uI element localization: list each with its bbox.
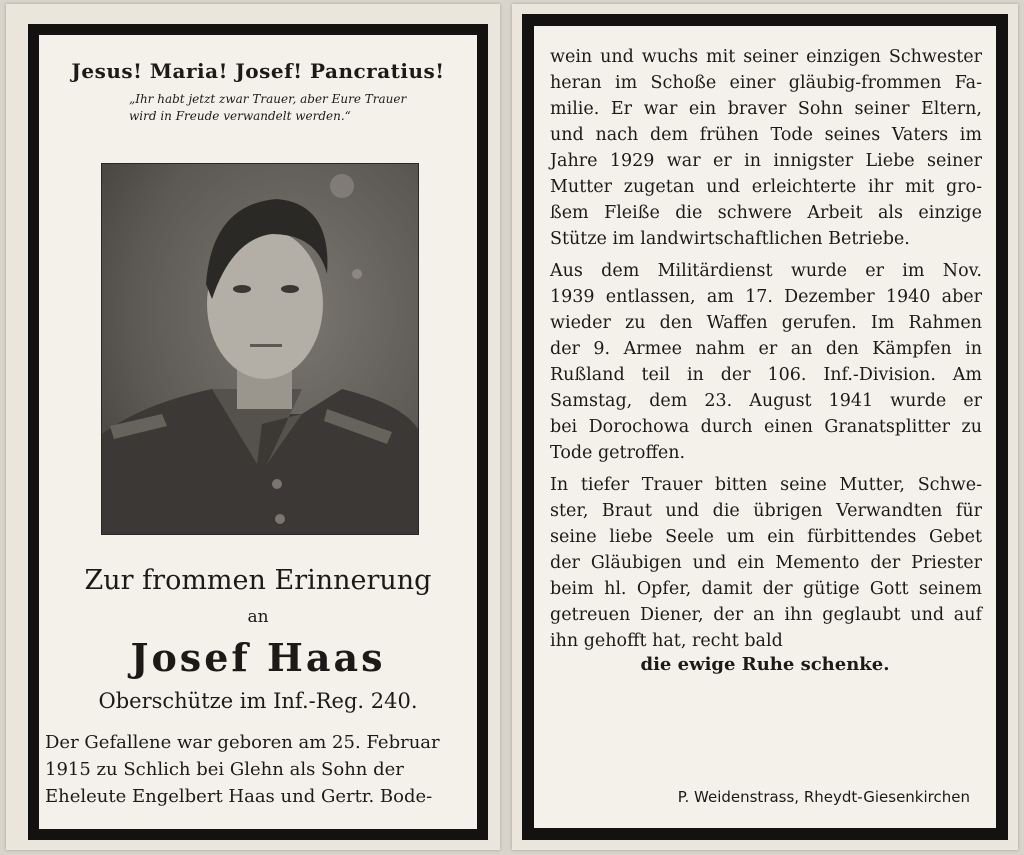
biography-start bbox=[45, 729, 469, 810]
text-line: Mutter zugetan und erleichterte ihr mit gro- bbox=[550, 177, 982, 197]
text-line: Stütze im landwirtschaftlichen Betriebe. bbox=[550, 229, 910, 249]
right-mourning-border bbox=[522, 14, 1008, 840]
printer-credit: P. Weidenstrass, Rheydt-Giesenkirchen bbox=[677, 788, 970, 806]
text-line: In tiefer Trauer bitten seine Mutter, Schwe- bbox=[550, 475, 982, 495]
soldier-portrait-photo bbox=[101, 163, 419, 535]
text-line: getreuen Diener, der an ihn geglaubt und auf bbox=[550, 605, 982, 625]
biography-line: Eheleute Engelbert Haas und Gertr. Bode- bbox=[45, 786, 433, 807]
text-line: 1939 entlassen, am 17. Dezember 1940 aber bbox=[550, 287, 982, 307]
text-line: Tode getroffen. bbox=[550, 443, 686, 463]
quote-line: „Ihr habt jetzt zwar Trauer, aber Eure Trauer bbox=[129, 92, 407, 106]
right-card-panel bbox=[512, 4, 1018, 850]
memorial-title: Zur frommen Erinnerung bbox=[84, 565, 432, 596]
closing-prayer: die ewige Ruhe schenke. bbox=[640, 654, 890, 675]
text-line: wein und wuchs mit seiner einzigen Schwester bbox=[550, 47, 982, 67]
biography-continued bbox=[550, 44, 982, 654]
deceased-name: Josef Haas bbox=[130, 635, 386, 680]
invocation-heading: Jesus! Maria! Josef! Pancratius! bbox=[71, 59, 445, 83]
memorial-an: an bbox=[247, 607, 269, 627]
text-line: der 9. Armee nahm er an den Kämpfen in bbox=[550, 339, 982, 359]
text-line: beim hl. Opfer, damit der gütige Gott seinem bbox=[550, 579, 982, 599]
text-line: bei Dorochowa durch einen Granatsplitter zu bbox=[550, 417, 982, 437]
paragraph-3 bbox=[550, 472, 982, 654]
text-line: Aus dem Militärdienst wurde er im Nov. bbox=[550, 261, 982, 281]
left-card-panel bbox=[6, 4, 500, 850]
text-line: der Gläubigen und ein Memento der Priester bbox=[550, 553, 982, 573]
text-line: und nach dem frühen Tode seines Vaters im bbox=[550, 125, 982, 145]
text-line: ihn gehofft hat, recht bald bbox=[550, 631, 783, 651]
quote-line: wird in Freude verwandelt werden.“ bbox=[129, 109, 351, 123]
text-line: Samstag, dem 23. August 1941 wurde er bbox=[550, 391, 982, 411]
text-line: wieder zu den Waffen gerufen. Im Rahmen bbox=[550, 313, 982, 333]
paragraph-1 bbox=[550, 44, 982, 252]
text-line: heran im Schoße einer gläubig-frommen Fa- bbox=[550, 73, 982, 93]
text-line: ßem Fleiße die schwere Arbeit als einzige bbox=[550, 203, 982, 223]
text-line: Jahre 1929 war er in innigster Liebe seiner bbox=[550, 151, 982, 171]
biography-line: Der Gefallene war geboren am 25. Februar bbox=[45, 732, 440, 753]
text-line: milie. Er war ein braver Sohn seiner Eltern, bbox=[550, 99, 982, 119]
scripture-quote bbox=[129, 91, 463, 125]
left-mourning-border bbox=[28, 24, 488, 840]
paragraph-2 bbox=[550, 258, 982, 466]
text-line: Rußland teil in der 106. Inf.-Division. Am bbox=[550, 365, 982, 385]
text-line: ster, Braut und die übrigen Verwandten für bbox=[550, 501, 982, 521]
deceased-rank: Oberschütze im Inf.-Reg. 240. bbox=[98, 689, 418, 713]
text-line: seine liebe Seele um ein fürbittendes Gebet bbox=[550, 527, 982, 547]
biography-line: 1915 zu Schlich bei Glehn als Sohn der bbox=[45, 759, 404, 780]
